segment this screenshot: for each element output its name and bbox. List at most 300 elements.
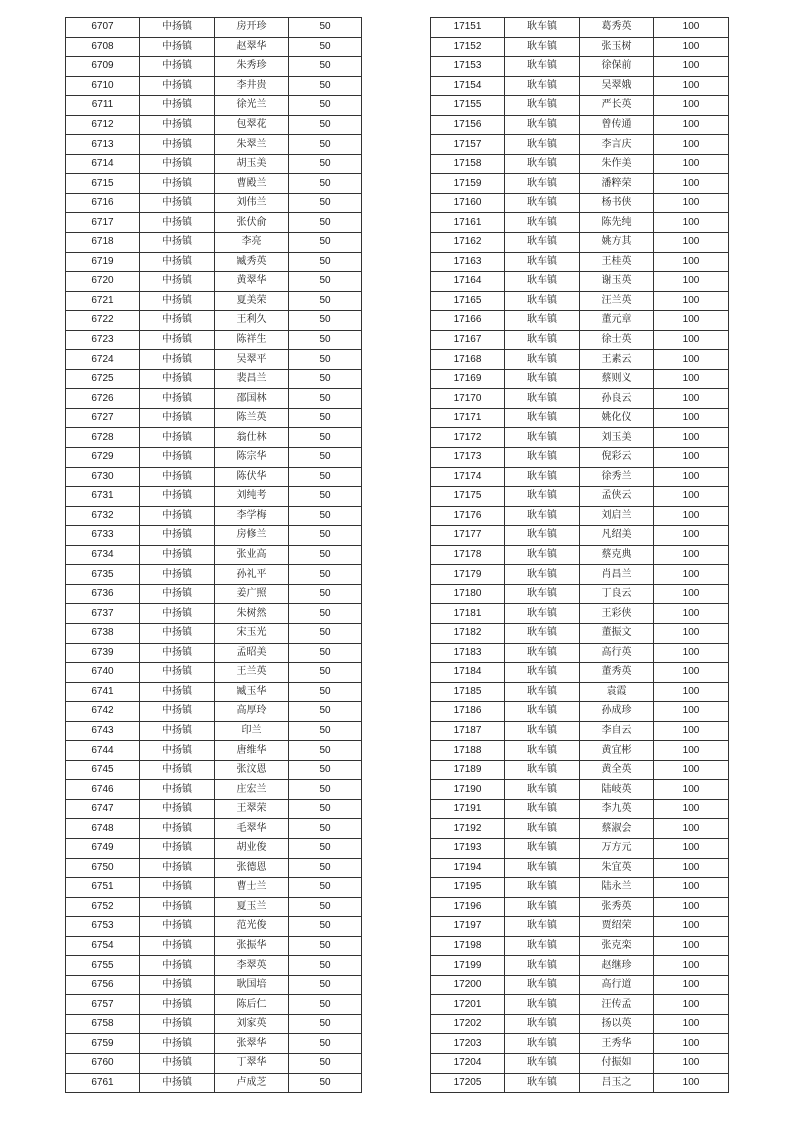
table-row <box>66 643 362 663</box>
name-cell: 李言庆 <box>580 135 654 155</box>
table-row <box>431 858 729 878</box>
record-number-cell: 6720 <box>66 272 140 292</box>
table-row <box>431 311 729 331</box>
town-cell: 耿车镇 <box>505 272 580 292</box>
name-cell: 孙成珍 <box>580 702 654 722</box>
name-cell: 董振文 <box>580 623 654 643</box>
name-cell: 陈先纯 <box>580 213 654 233</box>
record-number-cell: 6713 <box>66 135 140 155</box>
amount-cell: 100 <box>654 467 729 487</box>
amount-cell: 100 <box>654 57 729 77</box>
amount-cell: 50 <box>289 154 362 174</box>
town-cell: 耿车镇 <box>505 780 580 800</box>
record-number-cell: 6714 <box>66 154 140 174</box>
name-cell: 房修兰 <box>215 526 289 546</box>
amount-cell: 50 <box>289 858 362 878</box>
amount-cell: 100 <box>654 135 729 155</box>
record-number-cell: 6712 <box>66 115 140 135</box>
amount-cell: 100 <box>654 487 729 507</box>
amount-cell: 50 <box>289 878 362 898</box>
town-cell: 中扬镇 <box>140 115 215 135</box>
name-cell: 董秀英 <box>580 663 654 683</box>
town-cell: 中扬镇 <box>140 135 215 155</box>
table-row <box>66 174 362 194</box>
name-cell: 张汶恩 <box>215 760 289 780</box>
table-row <box>66 838 362 858</box>
town-cell: 中扬镇 <box>140 272 215 292</box>
town-cell: 中扬镇 <box>140 154 215 174</box>
amount-cell: 50 <box>289 272 362 292</box>
record-number-cell: 17185 <box>431 682 505 702</box>
amount-cell: 50 <box>289 1053 362 1073</box>
town-cell: 耿车镇 <box>505 193 580 213</box>
amount-cell: 50 <box>289 819 362 839</box>
record-number-cell: 6746 <box>66 780 140 800</box>
town-cell: 中扬镇 <box>140 57 215 77</box>
record-number-cell: 17167 <box>431 330 505 350</box>
record-number-cell: 17188 <box>431 741 505 761</box>
town-cell: 耿车镇 <box>505 350 580 370</box>
record-number-cell: 17165 <box>431 291 505 311</box>
name-cell: 李翠英 <box>215 956 289 976</box>
table-row <box>431 448 729 468</box>
town-cell: 中扬镇 <box>140 584 215 604</box>
amount-cell: 100 <box>654 760 729 780</box>
town-cell: 中扬镇 <box>140 76 215 96</box>
amount-cell: 50 <box>289 741 362 761</box>
table-row <box>431 96 729 116</box>
amount-cell: 100 <box>654 1034 729 1054</box>
name-cell: 朱秀珍 <box>215 57 289 77</box>
town-cell: 中扬镇 <box>140 878 215 898</box>
name-cell: 黄翠华 <box>215 272 289 292</box>
table-row <box>66 1073 362 1093</box>
town-cell: 耿车镇 <box>505 18 580 38</box>
name-cell: 夏美荣 <box>215 291 289 311</box>
name-cell: 毛翠华 <box>215 819 289 839</box>
record-number-cell: 17163 <box>431 252 505 272</box>
town-cell: 耿车镇 <box>505 760 580 780</box>
name-cell: 丁良云 <box>580 584 654 604</box>
record-number-cell: 17197 <box>431 917 505 937</box>
amount-cell: 100 <box>654 604 729 624</box>
name-cell: 王兰英 <box>215 663 289 683</box>
table-row <box>431 369 729 389</box>
table-row <box>431 330 729 350</box>
record-number-cell: 17183 <box>431 643 505 663</box>
amount-cell: 100 <box>654 408 729 428</box>
amount-cell: 50 <box>289 233 362 253</box>
record-number-cell: 6719 <box>66 252 140 272</box>
table-row <box>431 995 729 1015</box>
record-number-cell: 6751 <box>66 878 140 898</box>
table-row <box>66 115 362 135</box>
record-number-cell: 6716 <box>66 193 140 213</box>
amount-cell: 50 <box>289 18 362 38</box>
amount-cell: 50 <box>289 115 362 135</box>
town-cell: 耿车镇 <box>505 917 580 937</box>
name-cell: 万方元 <box>580 838 654 858</box>
name-cell: 黄宜彬 <box>580 741 654 761</box>
record-number-cell: 17159 <box>431 174 505 194</box>
amount-cell: 50 <box>289 799 362 819</box>
record-number-cell: 6730 <box>66 467 140 487</box>
amount-cell: 50 <box>289 193 362 213</box>
name-cell: 印兰 <box>215 721 289 741</box>
amount-cell: 100 <box>654 721 729 741</box>
amount-cell: 50 <box>289 76 362 96</box>
amount-cell: 100 <box>654 545 729 565</box>
table-row <box>66 18 362 38</box>
town-cell: 中扬镇 <box>140 330 215 350</box>
left-roster-table <box>65 17 362 1093</box>
name-cell: 扬以英 <box>580 1014 654 1034</box>
amount-cell: 100 <box>654 643 729 663</box>
name-cell: 臧玉华 <box>215 682 289 702</box>
town-cell: 耿车镇 <box>505 819 580 839</box>
town-cell: 耿车镇 <box>505 741 580 761</box>
table-row <box>66 252 362 272</box>
amount-cell: 50 <box>289 682 362 702</box>
record-number-cell: 6750 <box>66 858 140 878</box>
town-cell: 耿车镇 <box>505 96 580 116</box>
town-cell: 耿车镇 <box>505 389 580 409</box>
amount-cell: 100 <box>654 252 729 272</box>
name-cell: 包翠花 <box>215 115 289 135</box>
record-number-cell: 17158 <box>431 154 505 174</box>
record-number-cell: 6707 <box>66 18 140 38</box>
table-row <box>431 741 729 761</box>
name-cell: 王桂英 <box>580 252 654 272</box>
name-cell: 夏玉兰 <box>215 897 289 917</box>
amount-cell: 50 <box>289 428 362 448</box>
amount-cell: 100 <box>654 702 729 722</box>
table-row <box>66 57 362 77</box>
town-cell: 中扬镇 <box>140 663 215 683</box>
town-cell: 中扬镇 <box>140 526 215 546</box>
amount-cell: 100 <box>654 96 729 116</box>
name-cell: 王秀华 <box>580 1034 654 1054</box>
record-number-cell: 17156 <box>431 115 505 135</box>
table-row <box>431 154 729 174</box>
town-cell: 耿车镇 <box>505 663 580 683</box>
name-cell: 蔡则义 <box>580 369 654 389</box>
record-number-cell: 17162 <box>431 233 505 253</box>
name-cell: 葛秀英 <box>580 18 654 38</box>
amount-cell: 50 <box>289 663 362 683</box>
table-row <box>66 76 362 96</box>
table-row <box>66 1014 362 1034</box>
town-cell: 中扬镇 <box>140 233 215 253</box>
table-row <box>431 467 729 487</box>
town-cell: 耿车镇 <box>505 37 580 57</box>
amount-cell: 100 <box>654 936 729 956</box>
table-row <box>66 467 362 487</box>
name-cell: 蔡淑会 <box>580 819 654 839</box>
name-cell: 刘玉美 <box>580 428 654 448</box>
record-number-cell: 17198 <box>431 936 505 956</box>
town-cell: 中扬镇 <box>140 565 215 585</box>
town-cell: 中扬镇 <box>140 936 215 956</box>
town-cell: 中扬镇 <box>140 350 215 370</box>
name-cell: 王利久 <box>215 311 289 331</box>
town-cell: 中扬镇 <box>140 487 215 507</box>
table-row <box>66 663 362 683</box>
amount-cell: 100 <box>654 995 729 1015</box>
table-row <box>66 623 362 643</box>
name-cell: 张翠华 <box>215 1034 289 1054</box>
name-cell: 臧秀英 <box>215 252 289 272</box>
amount-cell: 100 <box>654 741 729 761</box>
amount-cell: 100 <box>654 350 729 370</box>
name-cell: 朱作美 <box>580 154 654 174</box>
record-number-cell: 6747 <box>66 799 140 819</box>
town-cell: 中扬镇 <box>140 1014 215 1034</box>
town-cell: 耿车镇 <box>505 702 580 722</box>
table-row <box>66 819 362 839</box>
record-number-cell: 17175 <box>431 487 505 507</box>
amount-cell: 50 <box>289 995 362 1015</box>
town-cell: 耿车镇 <box>505 838 580 858</box>
amount-cell: 100 <box>654 311 729 331</box>
table-row <box>431 291 729 311</box>
table-row <box>431 760 729 780</box>
record-number-cell: 17176 <box>431 506 505 526</box>
record-number-cell: 17178 <box>431 545 505 565</box>
name-cell: 徐秀兰 <box>580 467 654 487</box>
record-number-cell: 17172 <box>431 428 505 448</box>
table-row <box>431 18 729 38</box>
right-roster-table <box>430 17 729 1093</box>
amount-cell: 50 <box>289 408 362 428</box>
amount-cell: 50 <box>289 369 362 389</box>
amount-cell: 100 <box>654 780 729 800</box>
amount-cell: 50 <box>289 467 362 487</box>
table-row <box>66 96 362 116</box>
amount-cell: 100 <box>654 428 729 448</box>
table-row <box>66 780 362 800</box>
record-number-cell: 6722 <box>66 311 140 331</box>
town-cell: 中扬镇 <box>140 1053 215 1073</box>
town-cell: 中扬镇 <box>140 193 215 213</box>
table-row <box>431 956 729 976</box>
table-row <box>66 956 362 976</box>
town-cell: 中扬镇 <box>140 174 215 194</box>
name-cell: 严长英 <box>580 96 654 116</box>
table-row <box>66 448 362 468</box>
amount-cell: 100 <box>654 897 729 917</box>
town-cell: 耿车镇 <box>505 428 580 448</box>
town-cell: 中扬镇 <box>140 311 215 331</box>
record-number-cell: 6748 <box>66 819 140 839</box>
town-cell: 耿车镇 <box>505 995 580 1015</box>
town-cell: 耿车镇 <box>505 584 580 604</box>
town-cell: 耿车镇 <box>505 369 580 389</box>
town-cell: 中扬镇 <box>140 604 215 624</box>
name-cell: 姚方其 <box>580 233 654 253</box>
amount-cell: 100 <box>654 565 729 585</box>
name-cell: 朱树然 <box>215 604 289 624</box>
table-row <box>66 1034 362 1054</box>
amount-cell: 50 <box>289 565 362 585</box>
town-cell: 耿车镇 <box>505 799 580 819</box>
name-cell: 刘伟兰 <box>215 193 289 213</box>
amount-cell: 50 <box>289 252 362 272</box>
table-row <box>66 506 362 526</box>
record-number-cell: 17164 <box>431 272 505 292</box>
town-cell: 中扬镇 <box>140 389 215 409</box>
town-cell: 中扬镇 <box>140 545 215 565</box>
record-number-cell: 6708 <box>66 37 140 57</box>
name-cell: 肖昌兰 <box>580 565 654 585</box>
name-cell: 胡玉美 <box>215 154 289 174</box>
amount-cell: 100 <box>654 37 729 57</box>
name-cell: 陈宗华 <box>215 448 289 468</box>
amount-cell: 100 <box>654 233 729 253</box>
record-number-cell: 6726 <box>66 389 140 409</box>
name-cell: 张玉树 <box>580 37 654 57</box>
name-cell: 张克栾 <box>580 936 654 956</box>
table-row <box>431 193 729 213</box>
town-cell: 中扬镇 <box>140 917 215 937</box>
name-cell: 李九英 <box>580 799 654 819</box>
record-number-cell: 6744 <box>66 741 140 761</box>
table-row <box>431 487 729 507</box>
amount-cell: 100 <box>654 272 729 292</box>
record-number-cell: 6755 <box>66 956 140 976</box>
town-cell: 中扬镇 <box>140 37 215 57</box>
table-row <box>431 878 729 898</box>
amount-cell: 100 <box>654 330 729 350</box>
name-cell: 杨书侠 <box>580 193 654 213</box>
town-cell: 耿车镇 <box>505 721 580 741</box>
name-cell: 唐维华 <box>215 741 289 761</box>
table-row <box>66 272 362 292</box>
table-row <box>431 897 729 917</box>
amount-cell: 50 <box>289 604 362 624</box>
name-cell: 张业高 <box>215 545 289 565</box>
table-row <box>431 115 729 135</box>
amount-cell: 100 <box>654 389 729 409</box>
name-cell: 陈祥生 <box>215 330 289 350</box>
record-number-cell: 6725 <box>66 369 140 389</box>
record-number-cell: 17194 <box>431 858 505 878</box>
table-row <box>66 760 362 780</box>
name-cell: 朱翠兰 <box>215 135 289 155</box>
record-number-cell: 17179 <box>431 565 505 585</box>
town-cell: 耿车镇 <box>505 135 580 155</box>
amount-cell: 100 <box>654 682 729 702</box>
table-row <box>66 917 362 937</box>
town-cell: 耿车镇 <box>505 57 580 77</box>
town-cell: 耿车镇 <box>505 858 580 878</box>
name-cell: 汪传孟 <box>580 995 654 1015</box>
amount-cell: 100 <box>654 584 729 604</box>
record-number-cell: 17184 <box>431 663 505 683</box>
name-cell: 付振如 <box>580 1053 654 1073</box>
record-number-cell: 17199 <box>431 956 505 976</box>
record-number-cell: 6758 <box>66 1014 140 1034</box>
amount-cell: 100 <box>654 975 729 995</box>
table-row <box>431 57 729 77</box>
amount-cell: 100 <box>654 917 729 937</box>
town-cell: 耿车镇 <box>505 975 580 995</box>
table-row <box>431 643 729 663</box>
amount-cell: 50 <box>289 96 362 116</box>
table-row <box>431 408 729 428</box>
record-number-cell: 17195 <box>431 878 505 898</box>
record-number-cell: 17152 <box>431 37 505 57</box>
town-cell: 耿车镇 <box>505 936 580 956</box>
name-cell: 翁仕林 <box>215 428 289 448</box>
amount-cell: 50 <box>289 643 362 663</box>
table-row <box>66 565 362 585</box>
town-cell: 耿车镇 <box>505 115 580 135</box>
name-cell: 倪彩云 <box>580 448 654 468</box>
amount-cell: 50 <box>289 838 362 858</box>
town-cell: 中扬镇 <box>140 428 215 448</box>
name-cell: 姚化仪 <box>580 408 654 428</box>
name-cell: 李井贵 <box>215 76 289 96</box>
record-number-cell: 17181 <box>431 604 505 624</box>
town-cell: 耿车镇 <box>505 956 580 976</box>
amount-cell: 50 <box>289 311 362 331</box>
record-number-cell: 6759 <box>66 1034 140 1054</box>
town-cell: 耿车镇 <box>505 1073 580 1093</box>
name-cell: 陈后仁 <box>215 995 289 1015</box>
town-cell: 耿车镇 <box>505 252 580 272</box>
table-row <box>66 487 362 507</box>
town-cell: 耿车镇 <box>505 565 580 585</box>
table-row <box>66 858 362 878</box>
amount-cell: 100 <box>654 18 729 38</box>
record-number-cell: 6721 <box>66 291 140 311</box>
record-number-cell: 6727 <box>66 408 140 428</box>
amount-cell: 50 <box>289 584 362 604</box>
name-cell: 邵国林 <box>215 389 289 409</box>
name-cell: 张伏俞 <box>215 213 289 233</box>
table-row <box>66 369 362 389</box>
record-number-cell: 6723 <box>66 330 140 350</box>
town-cell: 中扬镇 <box>140 408 215 428</box>
record-number-cell: 6740 <box>66 663 140 683</box>
name-cell: 卢成芝 <box>215 1073 289 1093</box>
record-number-cell: 17192 <box>431 819 505 839</box>
amount-cell: 50 <box>289 1073 362 1093</box>
name-cell: 朱宜英 <box>580 858 654 878</box>
table-row <box>66 604 362 624</box>
table-row <box>431 584 729 604</box>
record-number-cell: 6741 <box>66 682 140 702</box>
table-row <box>431 76 729 96</box>
record-number-cell: 17190 <box>431 780 505 800</box>
record-number-cell: 17166 <box>431 311 505 331</box>
town-cell: 耿车镇 <box>505 408 580 428</box>
town-cell: 中扬镇 <box>140 643 215 663</box>
name-cell: 曹士兰 <box>215 878 289 898</box>
name-cell: 孟昭美 <box>215 643 289 663</box>
table-row <box>431 252 729 272</box>
name-cell: 王翠荣 <box>215 799 289 819</box>
table-row <box>431 663 729 683</box>
amount-cell: 50 <box>289 545 362 565</box>
amount-cell: 100 <box>654 858 729 878</box>
table-row <box>431 819 729 839</box>
name-cell: 高行英 <box>580 643 654 663</box>
left-roster-body <box>66 18 362 1093</box>
name-cell: 吴翠平 <box>215 350 289 370</box>
record-number-cell: 6753 <box>66 917 140 937</box>
